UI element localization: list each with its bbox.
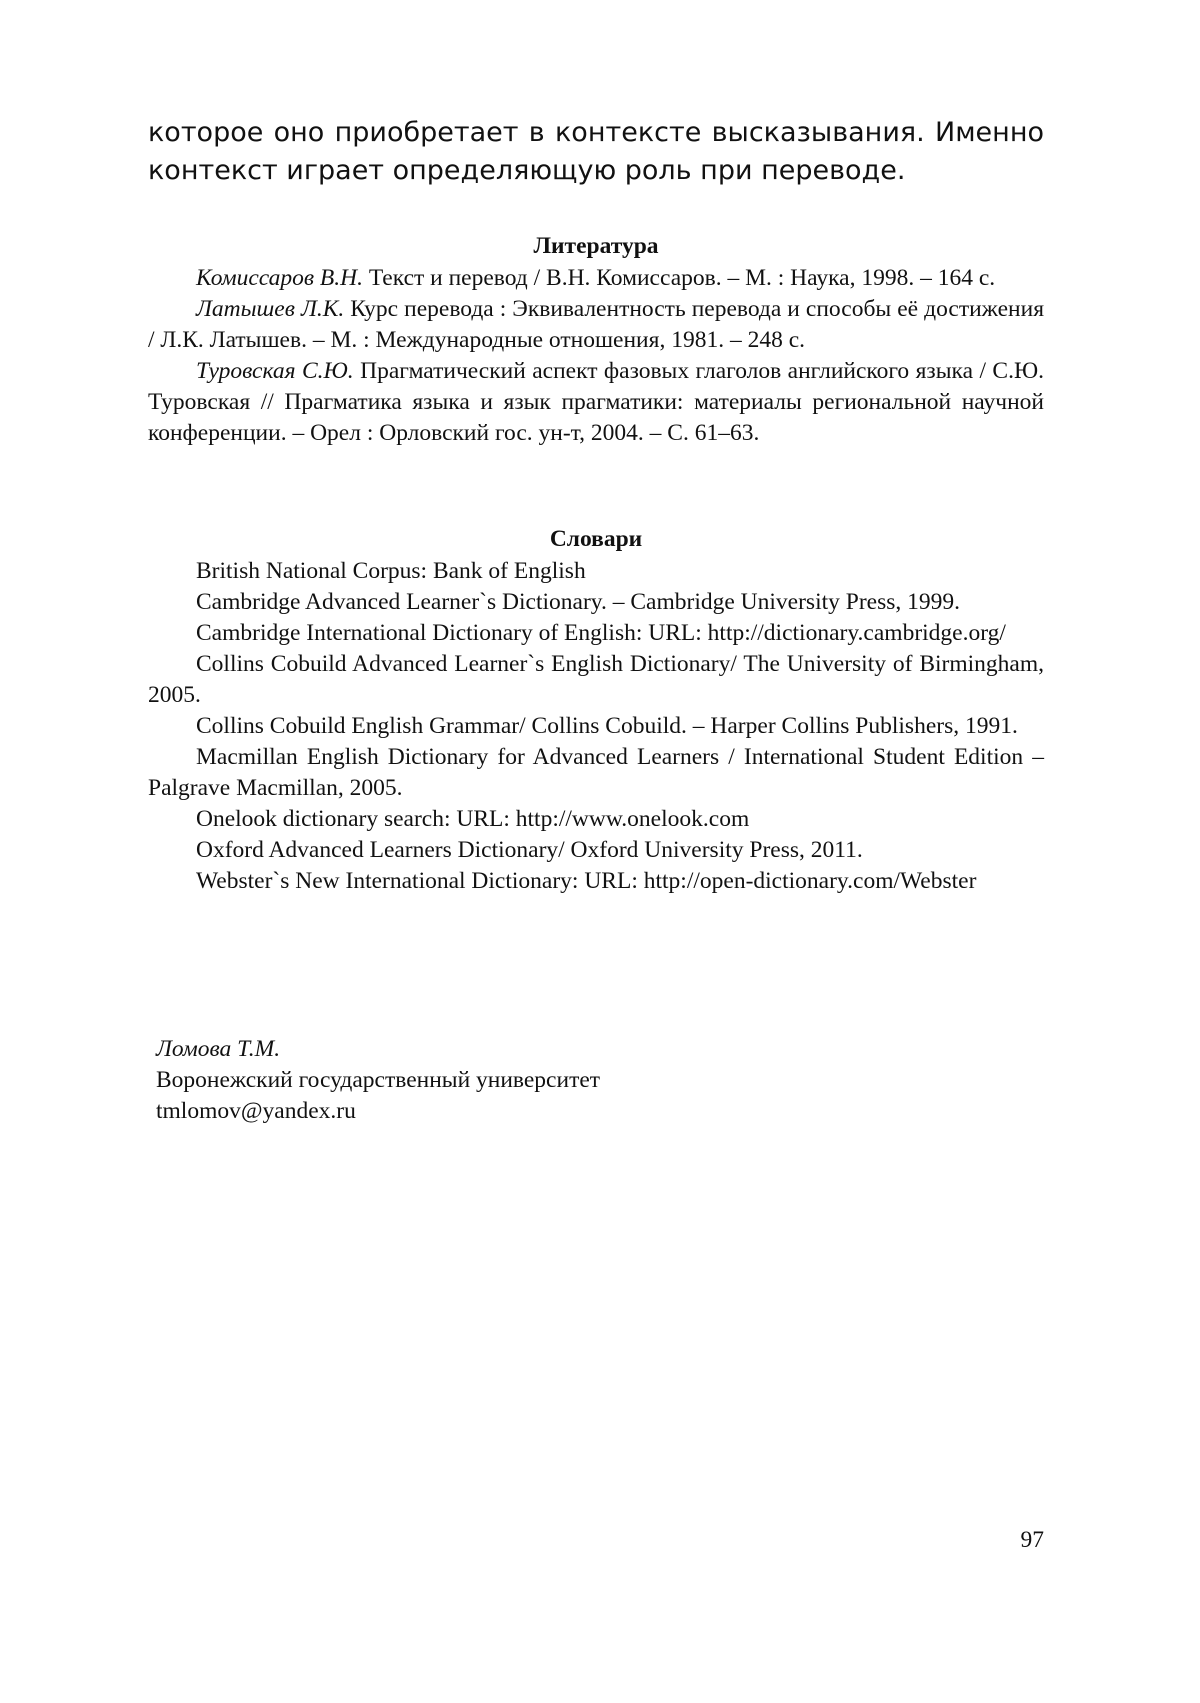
dictionary-item: British National Corpus: Bank of English xyxy=(196,558,586,584)
author-signature xyxy=(156,1034,600,1127)
dictionaries-heading: Словари xyxy=(549,526,643,552)
reference-author: Латышев Л.К. xyxy=(196,296,345,322)
dictionary-item: Oxford Advanced Learners Dictionary/ Oxford University Press, 2011. xyxy=(196,837,863,863)
reference-author: Комиссаров В.Н. xyxy=(196,265,363,291)
dictionary-item: Webster`s New International Dictionary: URL: http://open-dictionary.com/Webster xyxy=(196,868,977,894)
intro-paragraph: которое оно приобретает в контексте высказывания. Именно контекст играет определяющую роль при переводе. xyxy=(148,117,1044,186)
reference-item xyxy=(148,356,1044,449)
reference-item xyxy=(148,263,1044,294)
dictionary-item: Cambridge Advanced Learner`s Dictionary. – Cambridge University Press, 1999. xyxy=(196,589,960,615)
page-number: 97 xyxy=(1020,1527,1044,1553)
dictionary-item: Cambridge International Dictionary of English: URL: http://dictionary.cambridge.org/ xyxy=(196,620,1006,646)
dictionaries-section xyxy=(148,524,1044,897)
reference-text: Текст и перевод / В.Н. Комиссаров. – М. : Наука, 1998. – 164 с. xyxy=(362,265,996,291)
dictionary-item: Macmillan English Dictionary for Advanced Learners / International Student Edition – Palgrave Macmillan, 2005. xyxy=(148,744,1044,801)
reference-author: Туровская С.Ю. xyxy=(196,358,354,384)
dictionary-item: Collins Cobuild Advanced Learner`s English Dictionary/ The University of Birmingham, 2005. xyxy=(148,651,1044,708)
references-section xyxy=(148,231,1044,449)
signature-name: Ломова Т.М. xyxy=(156,1036,281,1062)
reference-text: Курс перевода : Эквивалентность перевода и способы её достижения / Л.К. Латышев. – М. : Международные отношения, 1981. – 248 с. xyxy=(148,296,1044,353)
reference-text: Прагматический аспект фазовых глаголов английского языка / С.Ю. Туровская // Прагматика языка и язык прагматики: материалы региональной научной конференции. – Орел : Орловский гос. ун-т, 2004. – С. 61–63. xyxy=(148,358,1044,446)
references-heading: Литература xyxy=(533,233,659,259)
reference-item xyxy=(148,294,1044,356)
signature-email: tmlomov@yandex.ru xyxy=(156,1098,356,1124)
dictionary-item: Onelook dictionary search: URL: http://www.onelook.com xyxy=(196,806,750,832)
dictionary-item: Collins Cobuild English Grammar/ Collins Cobuild. – Harper Collins Publishers, 1991. xyxy=(196,713,1018,739)
signature-affiliation: Воронежский государственный университет xyxy=(156,1067,601,1093)
